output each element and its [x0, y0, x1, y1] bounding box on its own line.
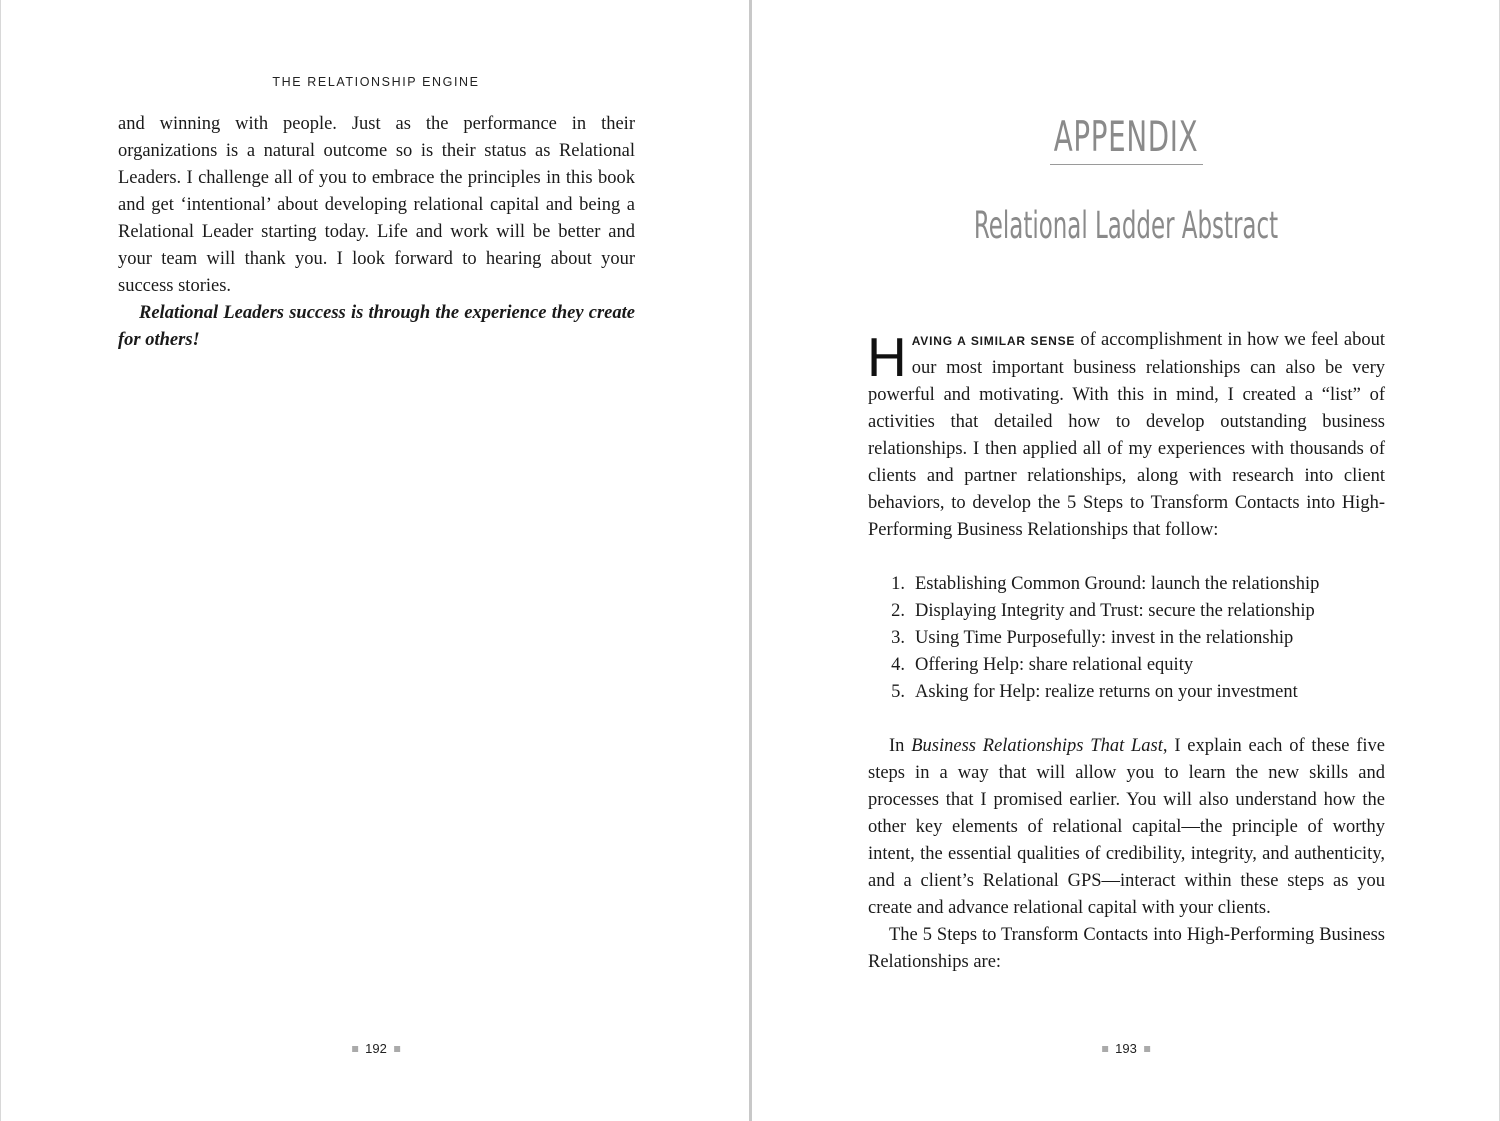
list-item-text: Establishing Common Ground: launch the relationship — [915, 574, 1320, 594]
page-number-text: 192 — [365, 1041, 387, 1056]
list-item-text: Offering Help: share relational equity — [915, 655, 1194, 675]
para2-lead: In — [889, 736, 912, 756]
left-body-text — [118, 111, 635, 354]
body-paragraph-2 — [868, 733, 1385, 922]
list-item-number: 5. — [891, 682, 905, 702]
page-number-left — [352, 1041, 400, 1056]
book-title: Business Relationships That Last — [911, 736, 1163, 756]
list-item-text: Using Time Purposefully: invest in the relationship — [915, 628, 1294, 648]
running-head: THE RELATIONSHIP ENGINE — [272, 75, 480, 89]
intro-text: of accomplishment in how we feel about our most important business relationships can also be very powerful and motivating. With this in mind, I created a “list” of activities that detailed how to develop outstanding business relationships. I then applied all of my experiences with thousands of clients and partner relationships, along with research into client behaviors, to develop the 5 Steps to Transform Contacts into High-Performing Business Relationships that follow: — [868, 330, 1385, 540]
folio-square-icon — [1102, 1046, 1108, 1052]
list-item-text: Asking for Help: realize returns on your investment — [915, 682, 1298, 702]
list-item-number: 4. — [891, 655, 905, 675]
list-item-number: 1. — [891, 574, 905, 594]
list-item-number: 2. — [891, 601, 905, 621]
body-paragraph-3: The 5 Steps to Transform Contacts into High-Performing Business Relationships are: — [868, 925, 1385, 972]
body-paragraph: and winning with people. Just as the performance in their organizations is a natural outcome so is their status as Relational Leaders. I challenge all of you to embrace the principles in this book and get ‘intentional’ about developing relational capital and being a Relational Leader starting today. Life and work will be better and your team will thank you. I look forward to hearing about your success stories. — [118, 114, 635, 296]
folio-square-icon — [1144, 1046, 1150, 1052]
list-item-text: Displaying Integrity and Trust: secure the relationship — [915, 601, 1315, 621]
page-number-text: 193 — [1115, 1041, 1137, 1056]
drop-cap: H — [867, 326, 907, 388]
para2-text: , I explain each of these five steps in a way that will allow you to learn the new skills and processes that I promised earlier. You will also understand how the other key elements of relational capital—the principle of worthy intent, the essential qualities of credibility, integrity, and authenticity, and a client’s Relational GPS—interact within these steps as you create and advance relational capital with your clients. — [868, 736, 1386, 918]
list-item — [868, 652, 1385, 679]
right-page — [752, 0, 1500, 1121]
folio-square-icon — [352, 1046, 358, 1052]
right-body-text — [868, 327, 1385, 976]
closing-quote: Relational Leaders success is through the experience they create for others! — [118, 303, 635, 350]
intro-paragraph — [868, 327, 1385, 544]
list-item-number: 3. — [891, 628, 905, 648]
list-item — [868, 598, 1385, 625]
list-item — [868, 679, 1385, 706]
title-rule — [1050, 164, 1203, 165]
list-item — [868, 625, 1385, 652]
page-number-right — [1102, 1041, 1150, 1056]
chapter-title: APPENDIX — [1053, 112, 1199, 161]
chapter-subtitle: Relational Ladder Abstract — [973, 204, 1279, 247]
steps-list — [868, 571, 1385, 706]
list-item — [868, 571, 1385, 598]
small-caps-lead: AVING A SIMILAR SENSE — [911, 334, 1076, 348]
folio-square-icon — [394, 1046, 400, 1052]
